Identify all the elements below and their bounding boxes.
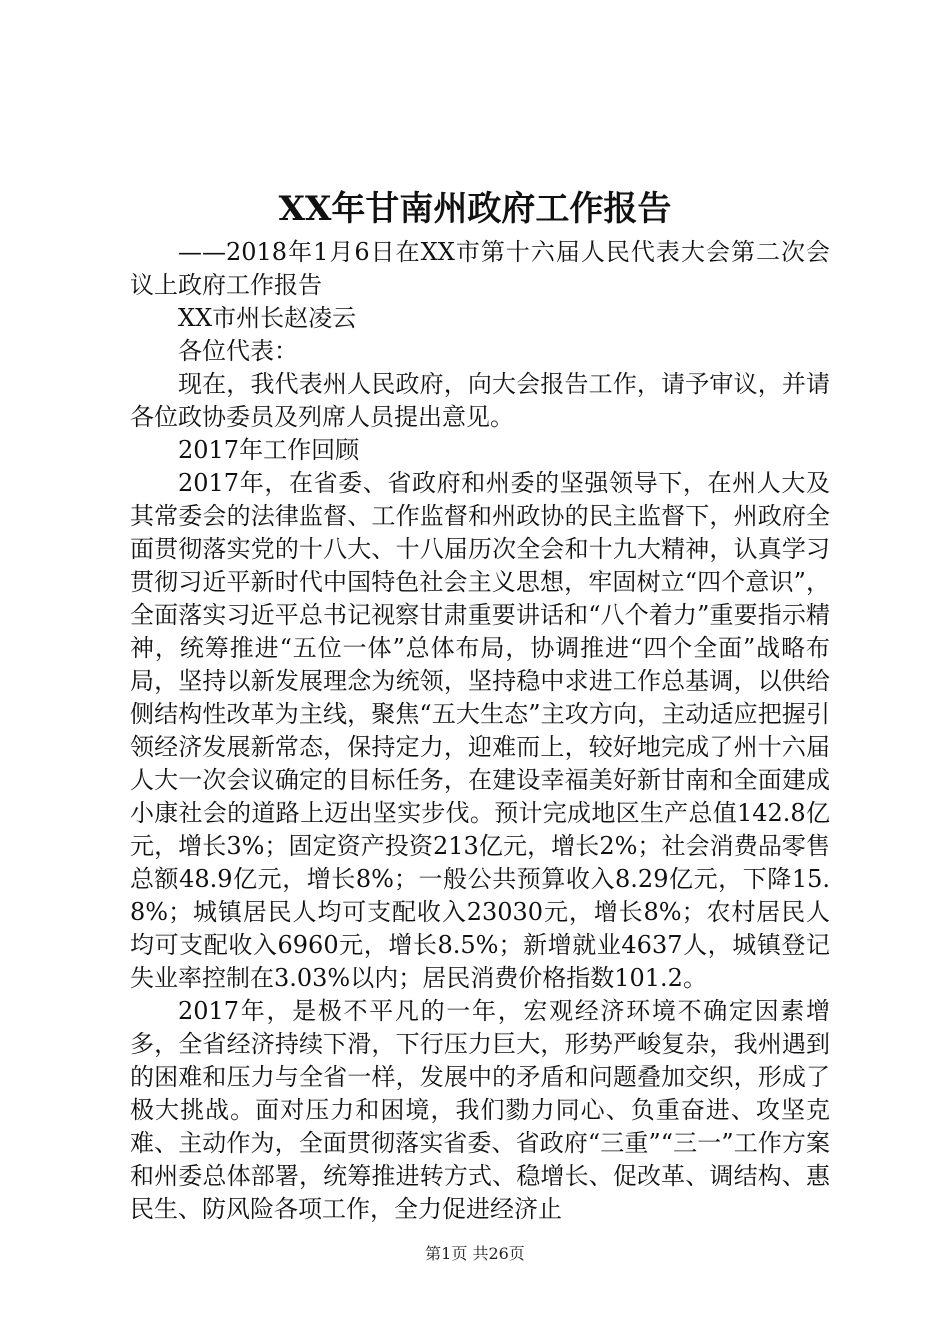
body-paragraph: 2017年，在省委、省政府和州委的坚强领导下，在州人大及其常委会的法律监督、工作监督和州政协的民主监督下，州政府全面贯彻落实党的十八大、十八届历次全会和十九大精神，认真学习贯彻习近平新时代中国特色社会主义思想，牢固树立“四个意识”，全面落实习近平总书记视察甘肃重要讲话和“八个着力”重要指示精神，统筹推进“五位一体”总体布局，协调推进“四个全面”战略布局，坚持以新发展理念为统领，坚持稳中求进工作总基调，以供给侧结构性改革为主线，聚焦“五大生态”主攻方向，主动适应把握引领经济发展新常态，保持定力，迎难而上，较好地完成了州十六届人大一次会议确定的目标任务，在建设幸福美好新甘南和全面建成小康社会的道路上迈出坚实步伐。预计完成地区生产总值142.8亿元，增长3%；固定资产投资213亿元，增长2%；社会消费品零售总额48.9亿元，增长8%；一般公共预算收入8.29亿元，下降15.8%；城镇居民人均可支配收入23030元，增长8%；农村居民人均可支配收入6960元，增长8.5%；新增就业4637人，城镇登记失业率控制在3.03%以内；居民消费价格指数101.2。 [130, 469, 830, 992]
page-number: 第1页 共26页 [425, 1244, 525, 1263]
speaker-line: XX市州长赵凌云 [178, 304, 357, 332]
subtitle: ——2018年1月6日在XX市第十六届人民代表大会第二次会议上政府工作报告 [130, 238, 830, 299]
salutation: 各位代表： [178, 337, 298, 365]
section-heading: 2017年工作回顾 [178, 436, 360, 464]
document-body [130, 236, 830, 1226]
body-paragraph: 2017年，是极不平凡的一年，宏观经济环境不确定因素增多，全省经济持续下滑，下行压力巨大，形势严峻复杂，我州遇到的困难和压力与全省一样，发展中的矛盾和问题叠加交织，形成了极大挑战。面对压力和困境，我们勠力同心、负重奋进、攻坚克难、主动作为，全面贯彻落实省委、省政府“三重”“三一”工作方案和州委总体部署，统筹推进转方式、稳增长、促改革、调结构、惠民生、防风险各项工作，全力促进经济止 [130, 997, 830, 1223]
document-title: XX年甘南州政府工作报告 [278, 189, 672, 229]
opening-paragraph: 现在，我代表州人民政府，向大会报告工作，请予审议，并请各位政协委员及列席人员提出意见。 [130, 370, 830, 431]
